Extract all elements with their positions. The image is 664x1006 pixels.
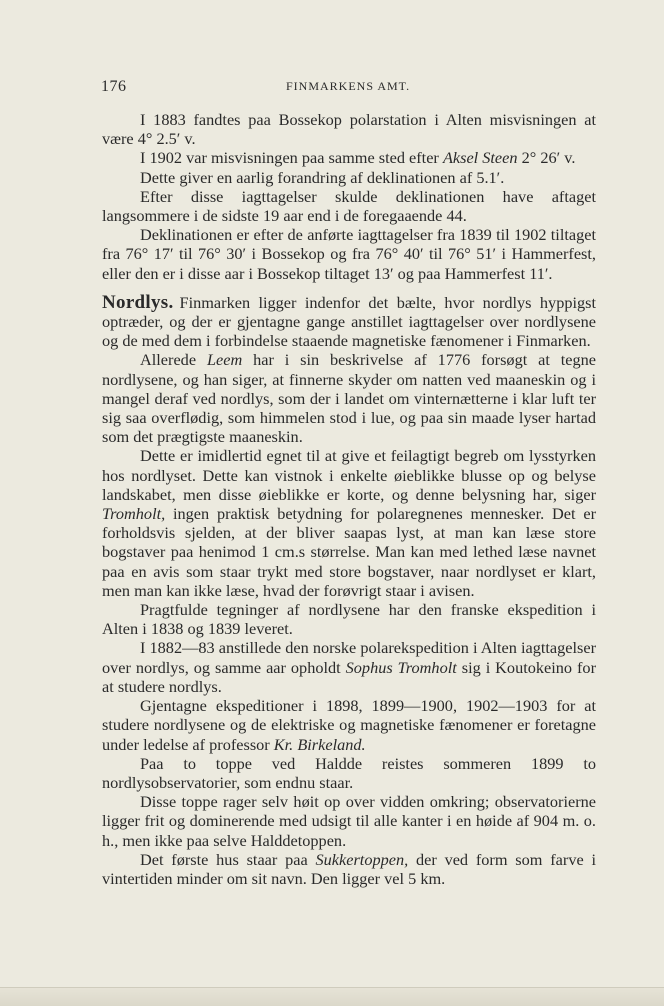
place-sukkertoppen: Sukkertoppen, [315,849,409,869]
paragraph-pragtfulde: Pragtfulde tegninger af nordlysene har den franske ekspedition i Alten i 1838 og 1839 leveret. [102,600,596,639]
person-leem: Leem [206,350,243,370]
page-number: 176 [101,78,127,95]
paragraph-gjentagne: Gjentagne ekspeditioner i 1898, 1899—1900, 1902—1903 for at studere nordlysene og de elektriske og magnetiske fænomener er foretagne under ledelse af professor Kr. Birkeland. [102,696,596,754]
person-birkeland: Kr. Birkeland. [273,734,366,754]
paragraph-haldde: Paa to toppe ved Haldde reistes sommeren 1899 to nordlysobservatorier, som endnu staar. [102,753,596,792]
section-title-nordlys: Nordlys. [102,291,174,313]
paragraph-nordlys-intro: Nordlys. Finmarken ligger indenfor det bælte, hvor nordlys hyppigst optræder, og der er gjentagne gange anstillet iagttagelser over nordlysene og de med dem i forbindelse staaende magnetiske fænomener i Finmarken. [102,291,596,351]
page-header [101,78,596,98]
body-text [102,110,596,888]
paragraph-leem: Allerede Leem har i sin beskrivelse af 1776 forsøgt at tegne nordlysene, og han siger, at finnerne skyder om natten ved maaneskin og i mangel deraf ved nordlys, som der i landet om vinternætterne i klar luft ter sig saa overflødig, som himmelen stod i lue, og paa sin maade lyser hartad som det prægtigste maaneskin. [102,350,597,447]
paragraph-efter-disse: Efter disse iagttagelser skulde deklinationen have aftaget langsommere i de sidste 19 aar end i de foregaaende 44. [102,186,596,226]
paragraph-1882-83: I 1882—83 anstillede den norske polarekspedition i Alten iagttagelser over nordlys, og samme aar opholdt Sophus Tromholt sig i Koutokeino for at studere nordlys. [102,638,596,696]
paragraph-disse-toppe: Disse toppe rager selv høit op over vidden omkring; observatorierne ligger frit og dominerende med udsigt til alle kanter i en høide af 904 m. o. h., men ikke paa selve Halddetoppen. [102,792,596,850]
person-aksel-steen: Aksel Steen [442,148,518,168]
paragraph-deklinationen: Deklinationen er efter de anførte iagttagelser fra 1839 til 1902 tiltaget fra 76° 17′ til 76° 30′ i Bossekop og fra 76° 40′ til 76° 51′ i Hammerfest, eller den er i disse aar i Bossekop tiltaget 13′ og paa Hammerfest 11′. [102,225,596,283]
paragraph-misvisning-1883: I 1883 fandtes paa Bossekop polarstation i Alten misvisningen at være 4° 2.5′ v. [102,110,596,149]
paragraph-misvisning-1902: I 1902 var misvisningen paa samme sted efter Aksel Steen 2° 26′ v. [140,148,576,168]
person-sophus-tromholt: Sophus Tromholt [345,657,457,677]
paragraph-tromholt: Dette er imidlertid egnet til at give et feilagtigt begreb om lysstyrken hos nordlyset. Dette kan vistnok i enkelte øieblikke blusse op og belyse landskabet, men disse øieblikke er korte, og denne belysning har, siger Tromholt, ingen praktisk betydning for polaregnenes mennesker. Det er forholdsvis sjelden, at der bliver saapas lyst, at man kan læse store bogstaver paa henimod 1 cm.s størrelse. Man kan med lethed læse navnet paa en avis som staar trykt med store bogstaver, naar nordlyset er klart, men man kan ikke læse, hvad der forøvrigt staar i avisen. [102,446,596,600]
paragraph-sukkertoppen: Det første hus staar paa Sukkertoppen, der ved form som farve i vintertiden minder om sit navn. Den ligger vel 5 km. [102,849,597,888]
page-bottom-edge [0,987,664,1006]
running-title: FINMARKENS AMT. [286,79,411,93]
person-tromholt: Tromholt, [102,504,166,524]
paragraph-forandring: Dette giver en aarlig forandring af deklinationen af 5.1′. [140,167,505,187]
